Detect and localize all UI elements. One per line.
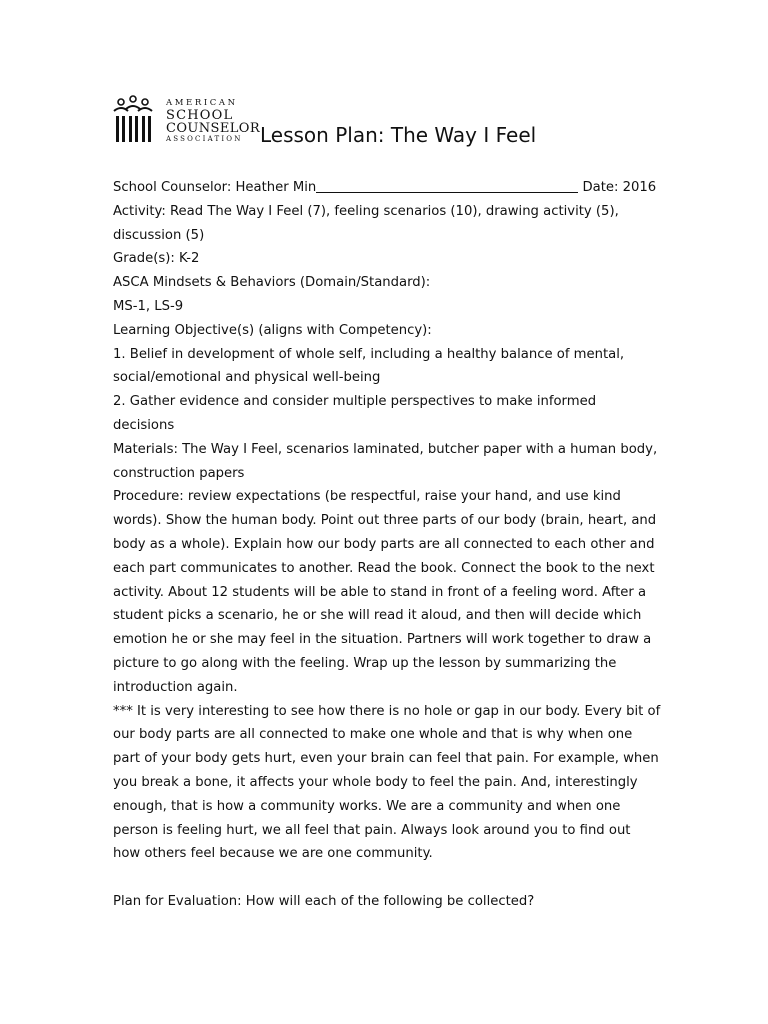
note-text: *** It is very interesting to see how there is no hole or gap in our body. Every bit of our body parts are all connected to make one whole and that is why when one part of your body gets hurt, even your brain can feel that pain. For example, when you break a bone, it affects your whole body to feel the pain. And, interestingly enough, that is how a community works. We are a community and when one person is feeling hurt, we all feel that pain. Always look around you to find out how others feel because we are one community. [113,703,661,862]
objective-1: 1. Belief in development of whole self, including a healthy balance of mental, social/emotional and physical well-being [113,346,625,386]
mindsets-value: MS-1, LS-9 [113,298,184,314]
grades-text: Grade(s): K-2 [113,251,200,267]
logo-line-4: ASSOCIATION [166,134,243,143]
counselor-date-line [113,176,661,200]
document-body [113,176,661,914]
signature-blank [316,179,578,193]
document-header [112,94,672,154]
asca-logo [112,94,261,148]
mindsets-label: ASCA Mindsets & Behaviors (Domain/Standard): [113,275,431,291]
objective-2: 2. Gather evidence and consider multiple perspectives to make informed decisions [113,394,597,433]
asca-logo-icon [112,94,164,148]
page-title: Lesson Plan: The Way I Feel [260,123,537,147]
objectives-label: Learning Objective(s) (aligns with Competency): [113,322,432,338]
procedure-text: Procedure: review expectations (be respectful, raise your hand, and use kind words). Show the human body. Point out three parts of our body (brain, heart, and body as a whole). Explain how our body parts are all connected to each other and each part communicates to another. Read the book. Connect the book to the next activity. About 12 students will be able to stand in front of a feeling word. After a student picks a scenario, he or she will read it aloud, and then will decide which emotion he or she may feel in the situation. Partners will work together to draw a picture to go along with the feeling. Wrap up the lesson by summarizing the introduction again. [113,489,657,695]
counselor-label: School Counselor: Heather Min [113,180,317,195]
evaluation-text: Plan for Evaluation: How will each of the following be collected? [113,893,535,909]
date-label: Date: 2016 [578,180,657,195]
logo-wordmark [166,99,260,143]
activity-text: Activity: Read The Way I Feel (7), feeling scenarios (10), drawing activity (5), discussion (5) [113,203,619,243]
logo-line-2: SCHOOL [166,107,234,123]
spacer [113,866,661,890]
logo-line-3: COUNSELOR [166,120,261,136]
materials-text: Materials: The Way I Feel, scenarios laminated, butcher paper with a human body, construction papers [113,441,658,481]
logo-line-1: AMERICAN [166,98,238,108]
